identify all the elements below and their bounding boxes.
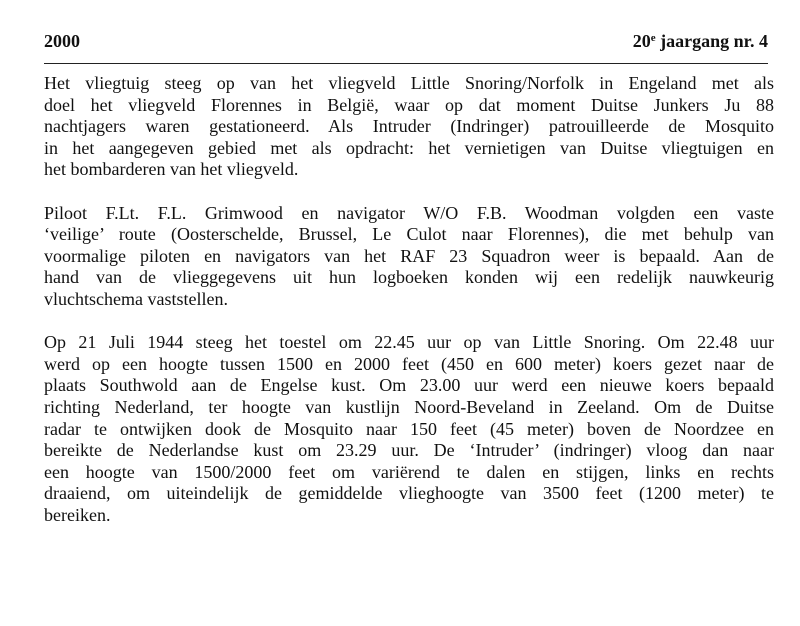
text-line: nachtjagers waren gestationeerd. Als Intruder (Indringer) patrouilleerde de Mosquito: [44, 116, 774, 137]
text-line: radar te ontwijken dook de Mosquito naar 150 feet (45 meter) boven de Noordzee en: [44, 418, 774, 439]
paragraph-2: [44, 203, 774, 311]
text-line: bereiken.: [44, 504, 111, 525]
text-line: voormalige piloten en navigators van het RAF 23 Squadron weer is bepaald. Aan de: [44, 245, 774, 266]
text-line: bereikte de Nederlandse kust om 23.29 uur. De ‘Intruder’ (indringer) vloog dan naar: [44, 440, 774, 461]
text-line: een hoogte van 1500/2000 feet om variërend te dalen en stijgen, links en rechts: [44, 461, 774, 482]
volume-label: jaargang nr. 4: [655, 31, 768, 51]
text-line: Op 21 Juli 1944 steeg het toestel om 22.45 uur op van Little Snoring. Om 22.48 uur: [44, 332, 774, 353]
paragraph-1: [44, 73, 774, 181]
text-line: ‘veilige’ route (Oosterschelde, Brussel, Le Culot naar Florennes), die met behulp van: [44, 224, 774, 245]
page-header: [44, 30, 768, 52]
text-line: werd op een hoogte tussen 1500 en 2000 feet (450 en 600 meter) koers gezet naar de: [44, 353, 774, 374]
text-line: draaiend, om uiteindelijk de gemiddelde vlieghoogte van 3500 feet (1200 meter) te: [44, 483, 774, 504]
text-line: Het vliegtuig steeg op van het vliegveld Little Snoring/Norfolk in Engeland met als: [44, 73, 774, 93]
text-line: richting Nederland, ter hoogte van kustlijn Noord-Beveland in Zeeland. Om de Duitse: [44, 396, 774, 417]
volume-superscript: e: [650, 32, 656, 44]
article-body: [44, 73, 774, 526]
text-line: vluchtschema vaststellen.: [44, 288, 228, 309]
text-line: het bombarderen van het vliegveld.: [44, 159, 299, 180]
volume-number: 20: [632, 31, 651, 51]
header-rule: [44, 63, 768, 64]
paragraph-3: [44, 332, 774, 526]
text-line: in het aangegeven gebied met als opdracht: het vernietigen van Duitse vliegtuigen en: [44, 137, 774, 158]
header-year: 2000: [44, 31, 80, 51]
text-line: plaats Southwold aan de Engelse kust. Om 23.00 uur werd een nieuwe koers bepaald: [44, 375, 774, 396]
text-line: doel het vliegveld Florennes in België, waar op dat moment Duitse Junkers Ju 88: [44, 94, 774, 115]
header-volume: [633, 30, 768, 52]
text-line: Piloot F.Lt. F.L. Grimwood en navigator W/O F.B. Woodman volgden een vaste: [44, 202, 774, 223]
text-line: hand van de vlieggegevens uit hun logboeken konden wij een redelijk nauwkeurig: [44, 267, 774, 288]
